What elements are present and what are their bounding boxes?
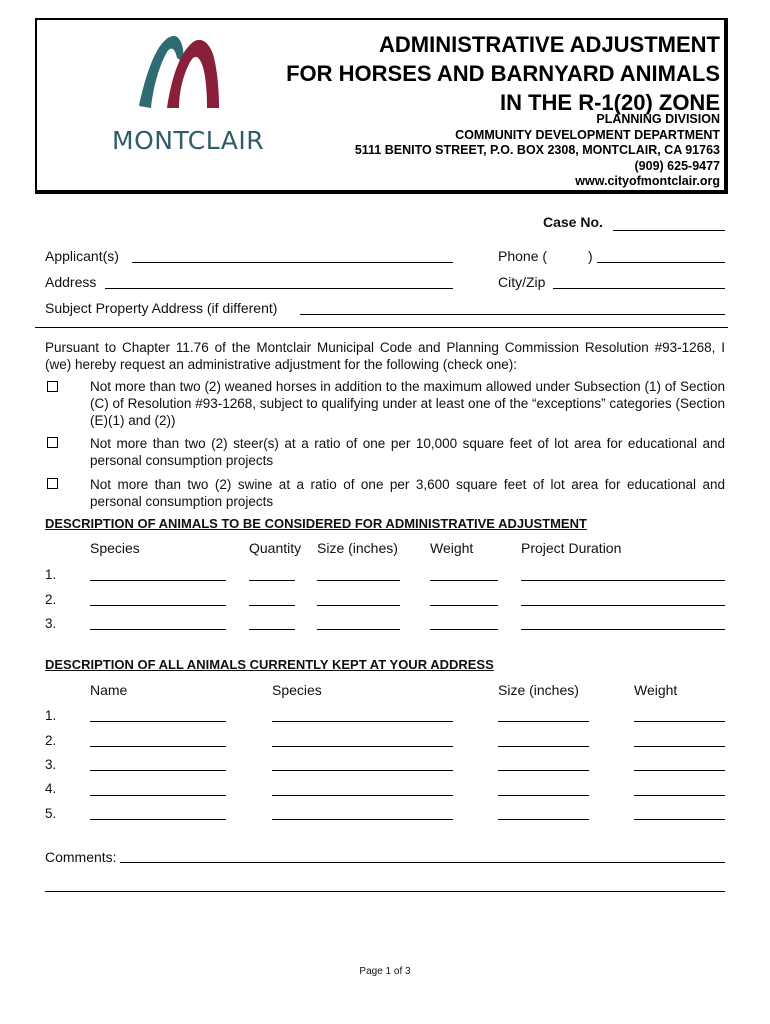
option-steers-text: Not more than two (2) steer(s) at a ratio of one per 10,000 square feet of lot area for educational and personal consumption projects bbox=[90, 436, 725, 468]
subject-property-label: Subject Property Address (if different) bbox=[45, 300, 278, 316]
row-number: 1. bbox=[45, 567, 57, 582]
row-number: 3. bbox=[45, 616, 57, 631]
case-no-field[interactable] bbox=[613, 230, 725, 231]
row-number: 1. bbox=[45, 708, 57, 723]
montclair-logo bbox=[99, 28, 265, 168]
row-number: 5. bbox=[45, 806, 57, 821]
col-size: Size (inches) bbox=[317, 540, 398, 556]
size-field[interactable] bbox=[317, 605, 400, 606]
row-number: 4. bbox=[45, 781, 57, 796]
applicants-label: Applicant(s) bbox=[45, 248, 119, 264]
phone-field[interactable] bbox=[597, 262, 725, 263]
section1-title: DESCRIPTION OF ANIMALS TO BE CONSIDERED FOR ADMINISTRATIVE ADJUSTMENT bbox=[45, 516, 587, 531]
species-field[interactable] bbox=[272, 746, 453, 747]
comments-label: Comments: bbox=[45, 849, 117, 865]
option-swine-text: Not more than two (2) swine at a ratio of one per 3,600 square feet of lot area for educational and personal consumption projects bbox=[90, 477, 725, 509]
size-field[interactable] bbox=[498, 770, 589, 771]
duration-field[interactable] bbox=[521, 629, 725, 630]
species-field[interactable] bbox=[90, 629, 226, 630]
size-field[interactable] bbox=[317, 580, 400, 581]
city-zip-label: City/Zip bbox=[498, 274, 546, 290]
species-field[interactable] bbox=[272, 819, 453, 820]
section2-title: DESCRIPTION OF ALL ANIMALS CURRENTLY KEPT AT YOUR ADDRESS bbox=[45, 657, 494, 672]
department-address: 5111 BENITO STREET, P.O. BOX 2308, MONTCLAIR, CA 91763 bbox=[354, 143, 720, 157]
col-weight: Weight bbox=[634, 682, 678, 698]
name-field[interactable] bbox=[90, 721, 226, 722]
row-number: 2. bbox=[45, 592, 57, 607]
applicants-field[interactable] bbox=[132, 262, 453, 263]
row-number: 3. bbox=[45, 757, 57, 772]
department-phone: (909) 625-9477 bbox=[634, 158, 720, 173]
weight-field[interactable] bbox=[634, 770, 725, 771]
col-quantity: Quantity bbox=[249, 540, 302, 556]
weight-field[interactable] bbox=[634, 819, 725, 820]
section-divider bbox=[35, 327, 728, 328]
division: PLANNING DIVISION bbox=[596, 112, 720, 126]
phone-paren-close: ) bbox=[588, 248, 593, 264]
quantity-field[interactable] bbox=[249, 605, 295, 606]
col-species: Species bbox=[90, 540, 140, 556]
option-steers-checkbox[interactable] bbox=[47, 437, 58, 448]
species-field[interactable] bbox=[90, 605, 226, 606]
duration-field[interactable] bbox=[521, 580, 725, 581]
header-box bbox=[35, 18, 728, 194]
address-field[interactable] bbox=[105, 288, 453, 289]
intro-paragraph: Pursuant to Chapter 11.76 of the Montclair Municipal Code and Planning Commission Resolution #93-1268, I (we) hereby request an administrative adjustment for the following (check one): bbox=[45, 340, 725, 372]
weight-field[interactable] bbox=[634, 746, 725, 747]
species-field[interactable] bbox=[272, 721, 453, 722]
col-species: Species bbox=[272, 682, 322, 698]
row-number: 2. bbox=[45, 733, 57, 748]
weight-field[interactable] bbox=[634, 795, 725, 796]
comments-field-line-2[interactable] bbox=[45, 891, 725, 892]
name-field[interactable] bbox=[90, 770, 226, 771]
size-field[interactable] bbox=[498, 746, 589, 747]
species-field[interactable] bbox=[272, 770, 453, 771]
weight-field[interactable] bbox=[430, 629, 498, 630]
col-size: Size (inches) bbox=[498, 682, 579, 698]
title-line-3: IN THE R-1(20) ZONE bbox=[499, 90, 720, 115]
department-info bbox=[355, 112, 720, 190]
name-field[interactable] bbox=[90, 795, 226, 796]
city-zip-field[interactable] bbox=[553, 288, 725, 289]
comments-field-line-1[interactable] bbox=[120, 862, 725, 863]
col-weight: Weight bbox=[430, 540, 474, 556]
option-horses-checkbox[interactable] bbox=[47, 381, 58, 392]
size-field[interactable] bbox=[498, 721, 589, 722]
size-field[interactable] bbox=[498, 795, 589, 796]
quantity-field[interactable] bbox=[249, 629, 295, 630]
name-field[interactable] bbox=[90, 746, 226, 747]
col-project-duration: Project Duration bbox=[521, 540, 622, 556]
duration-field[interactable] bbox=[521, 605, 725, 606]
weight-field[interactable] bbox=[634, 721, 725, 722]
species-field[interactable] bbox=[90, 580, 226, 581]
name-field[interactable] bbox=[90, 819, 226, 820]
species-field[interactable] bbox=[272, 795, 453, 796]
address-label: Address bbox=[45, 274, 97, 290]
document-title bbox=[286, 30, 720, 117]
department-website: www.cityofmontclair.org bbox=[575, 174, 720, 188]
title-line-2: FOR HORSES AND BARNYARD ANIMALS bbox=[286, 61, 720, 86]
logo-mark-icon bbox=[137, 28, 219, 112]
size-field[interactable] bbox=[317, 629, 400, 630]
col-name: Name bbox=[90, 682, 128, 698]
department: COMMUNITY DEVELOPMENT DEPARTMENT bbox=[455, 127, 720, 142]
option-horses-text: Not more than two (2) weaned horses in addition to the maximum allowed under Subsection (1) of Section (C) of Resolution #93-1268, subject to qualifying under at least one of the “exceptions” categories (Section (E)(1) and (2)) bbox=[90, 379, 725, 428]
option-swine-checkbox[interactable] bbox=[47, 478, 58, 489]
weight-field[interactable] bbox=[430, 605, 498, 606]
case-no-label: Case No. bbox=[543, 214, 603, 230]
weight-field[interactable] bbox=[430, 580, 498, 581]
phone-label: Phone ( bbox=[498, 248, 548, 264]
size-field[interactable] bbox=[498, 819, 589, 820]
quantity-field[interactable] bbox=[249, 580, 295, 581]
title-line-1: ADMINISTRATIVE ADJUSTMENT bbox=[379, 32, 720, 57]
logo-wordmark: MONTCLAIR bbox=[112, 126, 265, 155]
page-number: Page 1 of 3 bbox=[359, 966, 411, 977]
subject-property-field[interactable] bbox=[300, 314, 725, 315]
